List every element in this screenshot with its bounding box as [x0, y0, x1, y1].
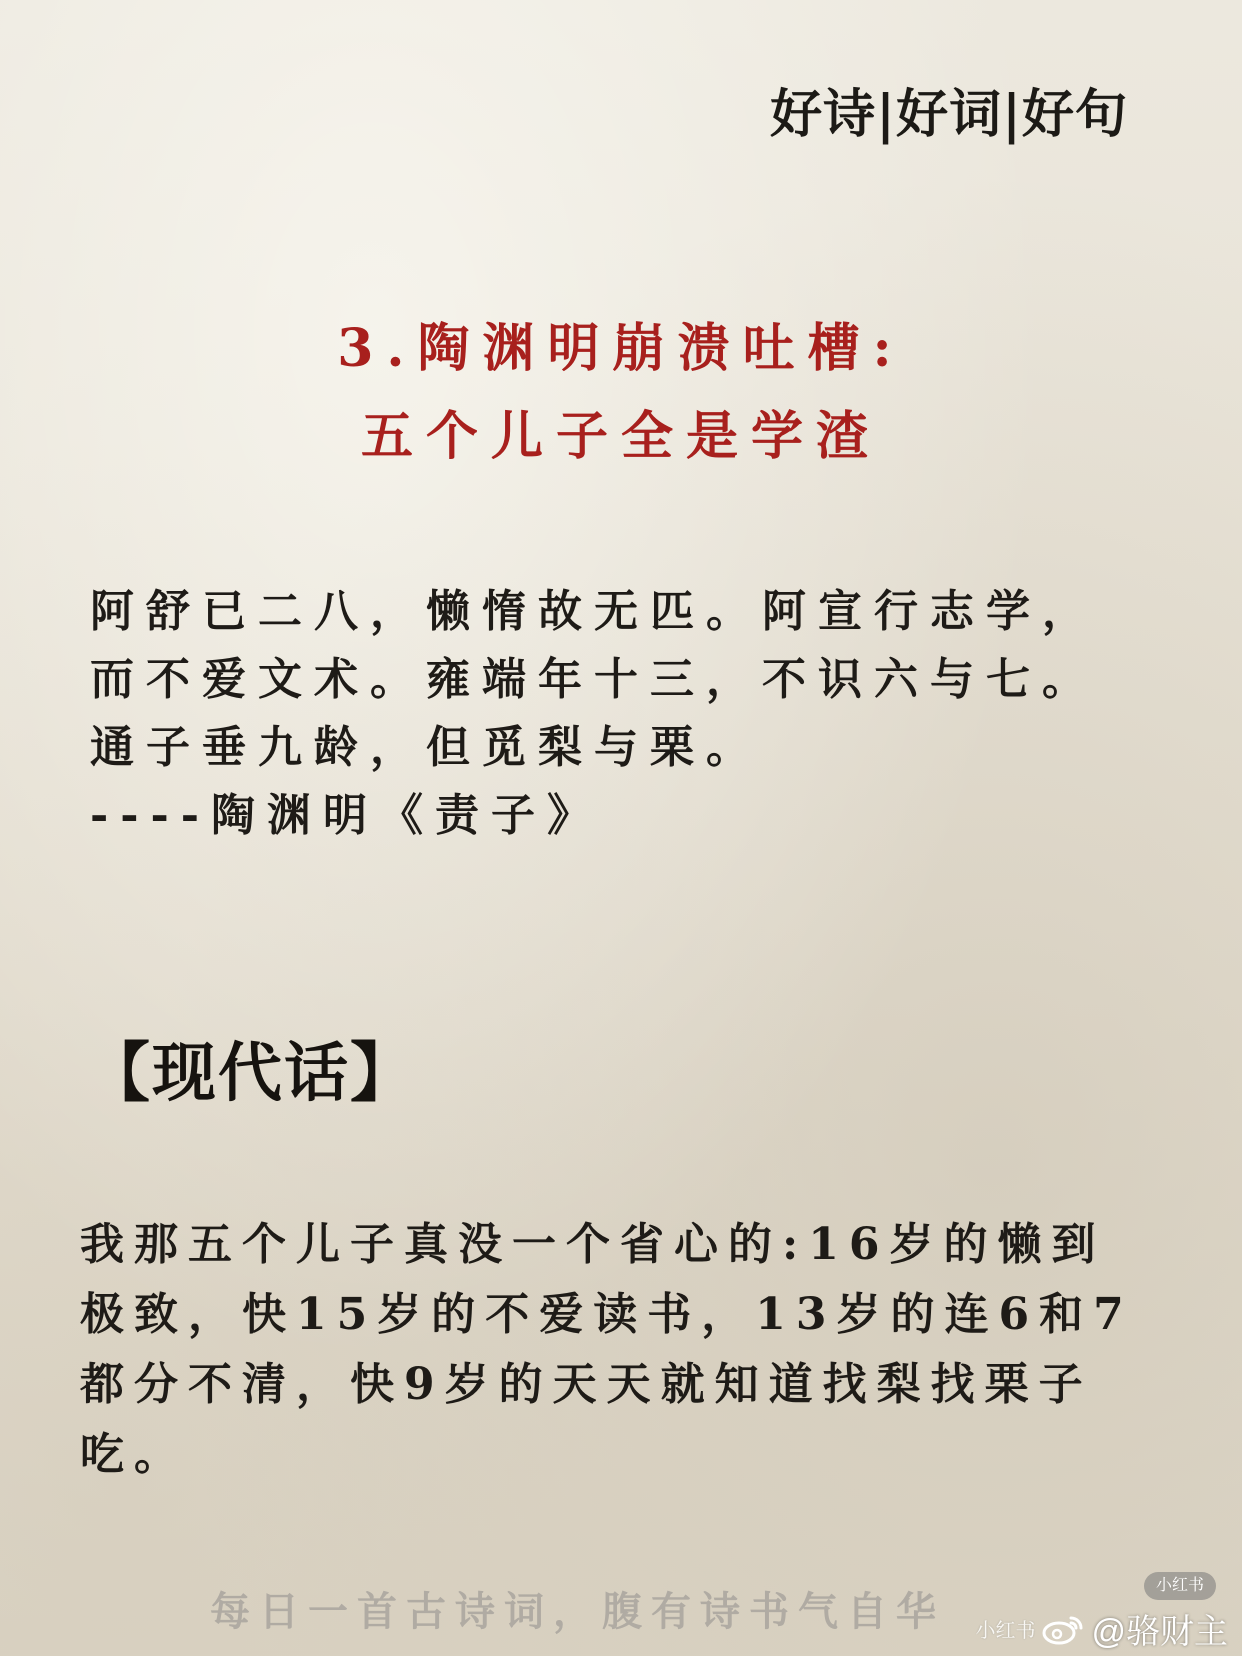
article-title [0, 305, 1242, 481]
title-line-1: 3.陶渊明崩溃吐槽: [337, 318, 905, 379]
poem-text [90, 578, 1150, 850]
brand-header: 好诗|好词|好句 [770, 84, 1128, 145]
weibo-icon [1041, 1612, 1085, 1646]
xiaohongshu-badge: 小红书 [1144, 1572, 1216, 1600]
translation-line: 我那五个儿子真没一个省心的:16岁的懒到 [80, 1219, 1106, 1270]
poem-attribution: ----陶渊明《责子》 [90, 790, 604, 841]
poem-line: 而不爱文术。雍端年十三，不识六与七。 [90, 654, 1098, 705]
author-handle: @骆财主 [1091, 1613, 1228, 1651]
poem-line: 通子垂九龄，但觅梨与栗。 [90, 722, 762, 773]
footer-slogan: 每日一首古诗词，腹有诗书气自华 [210, 1588, 945, 1635]
translation-line: 吃。 [80, 1429, 188, 1480]
section-heading: 【现代话】 [86, 1036, 416, 1111]
platform-watermark-text: 小红书 [975, 1620, 1036, 1642]
weibo-watermark [975, 1604, 1228, 1653]
translation-line: 极致，快15岁的不爱读书，13岁的连6和7 [80, 1289, 1134, 1340]
title-line-2: 五个儿子全是学渣 [360, 406, 881, 467]
poem-line: 阿舒已二八，懒惰故无匹。阿宣行志学， [90, 586, 1098, 637]
translation-line: 都分不清，快9岁的天天就知道找梨找栗子 [80, 1359, 1093, 1410]
modern-translation [80, 1210, 1180, 1490]
